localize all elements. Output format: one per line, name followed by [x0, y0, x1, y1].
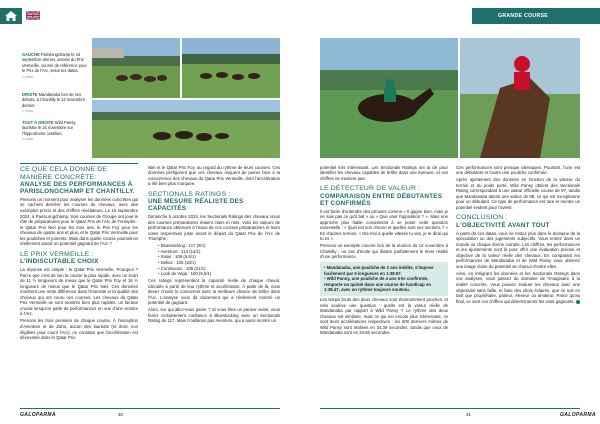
list-item: • Sosie : 106 (6,6/1): [158, 254, 280, 260]
photo-caption: [22, 52, 88, 80]
footer-rule: [20, 408, 280, 409]
paragraph: [456, 271, 580, 304]
caption-text: Parislongchamp le 15 septembre dernier, arrivée du Prix Vermeille, course de référence pour le Prix de l'Arc, selon les datas.: [22, 52, 87, 74]
article-column-2: [148, 163, 280, 324]
paragraph: Prenons les trois premiers de chaque course. À l'exception d'Aventure et de Zaho, aucun des lauréats (et donc non éligibles pour courir l'Arc), on constate que l'accélération est décevante dans le Qatar Prix: [20, 318, 138, 341]
page-number: 30: [118, 412, 124, 417]
paragraph: Il est facile d'entendre des phrases comme « Il gagne bien, mais je ne sais pas ce qu'il bat » ou « Que vaut l'opposition ? ». Mais une approche plus fiable consisterait à se poser cette question essentielle : « Quel est son chrono et quelles sont ses sections ? » En d'autres termes, « Dis-moi à quelle vitesse tu vas, je te dirai qui tu es ».: [320, 208, 448, 242]
section-subheading: L'INDISCUTABLE CHOIX: [20, 258, 99, 266]
section-heading: LE PRIX VERMEILLE :: [20, 250, 94, 258]
caption-label: TOUT À DROITE: [22, 120, 54, 125]
caption-credit: © APRH: [22, 74, 34, 79]
end-mark-icon: [576, 300, 580, 304]
paragraph: Prenons un exemple concret lors de la réunion du 12 novembre à Chantilly : un cas d'école qui illustre parfaitement le lever réalité d'une performance.: [320, 243, 448, 260]
horse-race-photo: [92, 100, 280, 158]
list-item: • Aventure : 113 (12/1): [158, 249, 280, 255]
paragraph: Après ajustement des données en fonction de la vitesse du terrain et du poids porté, Wild Pansy obtient des Sectionals Rating correspondant à une valeur officielle course de 97, tandis que Mandanaba atteint une valeur de 88, ce qui est exceptionne pour un débutant. Ce type de performance est rare et montre un potentiel évident pour l'avenir.: [456, 177, 580, 210]
page-number: 31: [466, 412, 472, 417]
jockey-horse-closeup-photo: [460, 38, 580, 158]
section-subheading: COMPARAISON ENTRE DÉBUTANTES ET CONFIRMÉS: [320, 192, 443, 207]
uk-flag-icon[interactable]: [26, 11, 40, 20]
highlight-item: Mandanaba, une pouliche de 2 ans inédite, s'impose facilement par 5 longueurs en 1:38.57.: [324, 264, 434, 276]
paragraph: La réponse est simple : le Qatar Prix Vermeille. Pourquoi ? Parce que c'est de loin la course la plus rapide, avec un écart de 11 ½ longueurs de mieux que le Qatar Prix Foy et 16 ½ longueurs de mieux que le Qatar Prix Niel. Ces données montrent une nette différence dans l'intensité et la qualité des chevaux qui ont couru ces courses. Les chevaux du Qatar Prix Vermeille se sont montrés bien plus rapides, un facteur crucial lorsqu'on parle de performances en vue d'une victoire à l'Arc.: [20, 267, 138, 317]
home-icon: [5, 11, 17, 21]
section-subheading: UNE MESURE RÉALISTE DES CAPACITÉS: [148, 198, 244, 213]
caption-text: Mandanaba lors de ses débuts, à Chantilly le 12 novembre dernier.: [22, 92, 86, 108]
article-column-4: [456, 163, 580, 304]
article-column-3: [320, 163, 448, 336]
ratings-list: [158, 243, 280, 276]
divider: [20, 163, 138, 164]
home-button[interactable]: [0, 8, 22, 24]
photo-caption: [22, 92, 88, 115]
caption-credit: © APRH: [22, 137, 34, 142]
jockey-on-horse-photo: [320, 38, 458, 158]
section-heading: CE QUE CELA DONNE DE MANIÈRE CONCRÈTE:: [20, 166, 108, 181]
section-subheading: L'OBJECTIVITÉ AVANT TOUT: [456, 221, 550, 229]
paragraph: Ces ratings représentent la capacité réelle de chaque cheval, calculée à partir de leur rythme et accélération. À partir de là, vous devez choisir le concurrent avec la meilleure chance de briller dans l'Arc. L'analyse vous dit clairement qui a réellement montré un potentiel de gagnant.: [148, 278, 280, 306]
caption-label: DROITE: [22, 92, 38, 97]
list-item: • Look de Vega : 100 (6,5/1): [158, 271, 280, 277]
caption-label: GAUCHE: [22, 52, 40, 57]
paragraph: Alors, sur qui allez-vous parier ? Si vous êtes un parieur avisé, vous feriez certainement confiance à Bluestocking avec un Sectionals Rating de 117. Mais n'oublions pas Aventure, qui a aussi montré un: [148, 307, 280, 324]
horse-race-photo: [92, 38, 180, 98]
paragraph-text: Ainsi, en intégrant les données et les Sectionals Ratings dans vos analyses, vous passez du domaine de l'imaginaire à la réalité concrète. Vous pouvez évaluer les chevaux avec une objectivité sans faille, et faire des choix éclairés, que ce soit en tant que propriétaire, parieur, éleveur ou amateur. Parce qu'au final, ce sont ces chiffres qui détermineront les vrais gagnants.: [456, 270, 580, 304]
article-column-1: [20, 163, 138, 341]
brand-logo: GALOPARMA: [20, 412, 57, 418]
list-item: • Continuous : 105 (21/1): [158, 266, 280, 272]
brand-logo: GALOPARMA: [560, 412, 597, 418]
section-heading: SECTIONALS RATINGS :: [148, 190, 231, 198]
paragraph: Dimanche 6 octobre 2024, les Sectionals Ratings des chevaux issus des courses préparatoires étaient clairs et nets. Voici les valeurs de performance obtenues à l'issue de ces courses préparatoires et leurs cotes respectives juste avant le départ du Qatar Prix de l'Arc de Triomphe :: [148, 214, 280, 242]
paragraph: À partir de ces datas, vous ne restez plus dans le domaine de la spéculation ou des jugements subjectifs. Vous entrez dans un monde où chaque donne compte. Les chiffres, les performances et les ajustements sont là pour offrir une évaluation précise et objective de la valeur réelle des chevaux. En comparant les performances de Mandanaba et de Wild Pansy vous obtenez une image claire du potentiel de chacun d'entre elles.: [456, 230, 580, 269]
paragraph: Les temps bruts des deux chevaux sont étonnamment proches, et cela soulève une question : quelle est la valeur réelle de Mandanaba par rapport à Wild Pansy ? Le rythme des deux chevaux est similaire, mais ce qui est encore plus intéressant, ce sont leurs accélérations respectives : les 600 derniers mètres de Wild Pansy sont réalisés en 34.39 secondes, tandis que ceux de Mandanaba sont en 34.66 secondes.: [320, 297, 448, 336]
highlight-item: Wild Pansy, une pouliche de 4 ans très confirmée, remporte un quinté dans une course de handicap en 1:38.47, avec un rythme toujours soutenu.: [324, 276, 431, 293]
list-item: • Bluestocking : 117 (9/1): [158, 243, 280, 249]
section-heading: LE DÉTECTEUR DE VALEUR :: [320, 185, 421, 193]
footer-rule: [320, 408, 580, 409]
paragraph: Prenons un moment pour analyser les données concrètes qui se cachent derrière les courses de chevaux, avec des exemples précis et des chiffres révélateurs. Le 15 septembre 2024, à ParisLongchamp, trois courses de Groupe ont joué le rôle de préparatoires pour le Qatar Prix de l'Arc de Triomphe : le Qatar Prix Niel pour les trois ans, le Prix Foy pour les chevaux de quatre ans et plus, et le Qatar Prix Vermeille pour les pouliches et juments. Mais dans quelle course pourrait-on réellement savoir un potentiel gagnant de l'Arc ?: [20, 196, 138, 247]
horse-race-photo: [182, 38, 280, 98]
caption-credit: © APRH: [22, 109, 34, 114]
photo-caption: [22, 120, 88, 143]
caption-text: Wild Pansy, lauréate le 15 novembre sur l'hippodrome cantilien.: [22, 120, 77, 136]
highlight-box: [320, 262, 448, 296]
section-tag: GRANDE COURSE: [472, 8, 600, 24]
top-bar: [0, 0, 600, 30]
paragraph: Ces performances sont presque identiques. Pourtant, l'une est une débutante et l'autre une pouliche confirmée.: [456, 164, 580, 176]
paragraph: Niel et le Qatar Prix Foy, au regard du rythme de leurs courses. Ces données préfigurent que ces chevaux risquent de peiner face à la concurrence des chevaux du Qatar Prix Vermeille, dont l'accélération a été bien plus marquée.: [148, 164, 280, 187]
section-subheading: ANALYSE DES PERFORMANCES À PARISLONGCHAMP ET CHANTILLY.: [20, 181, 135, 196]
section-heading: CONCLUSION :: [456, 214, 508, 222]
list-item: • Delius : 106 (18/1): [158, 260, 280, 266]
paragraph: potentiel très intéressant. Les Sectionals Ratings ont la clé pour identifier les chevaux capables de briller dans une épreuve, et ces chiffres ne mentent pas.: [320, 164, 448, 181]
